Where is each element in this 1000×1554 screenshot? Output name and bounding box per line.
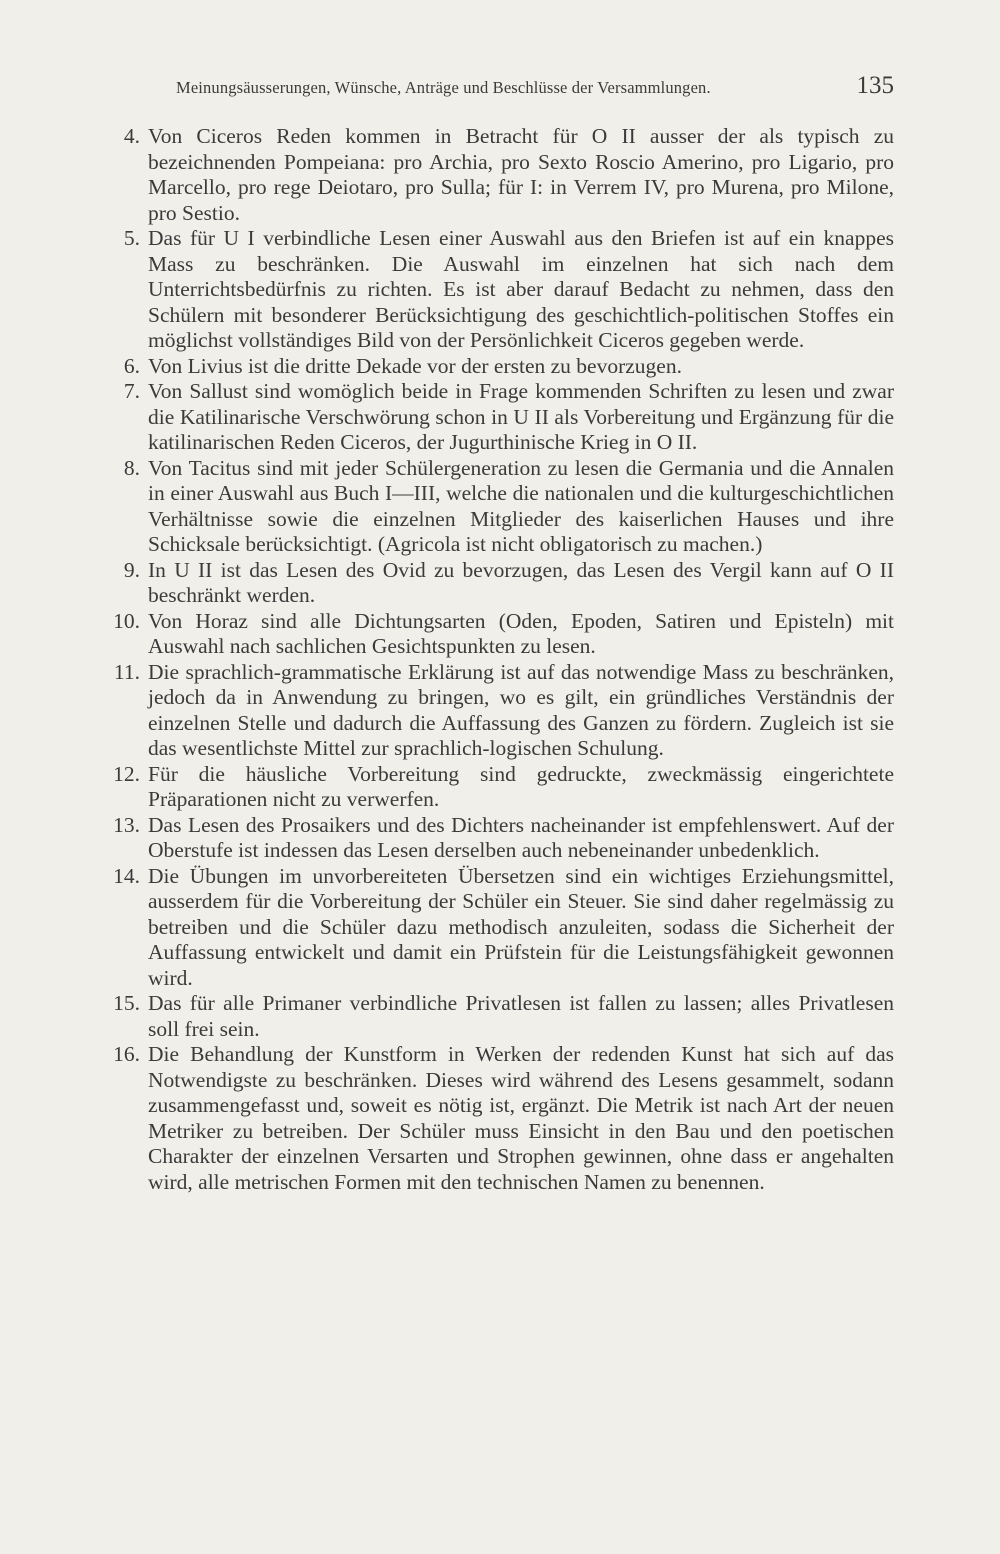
paragraph-text: In U II ist das Lesen des Ovid zu bevorzugen, das Lesen des Vergil kann auf O II beschränkt werden. (148, 557, 894, 607)
paragraph-number: 14. (113, 863, 140, 888)
paragraph-number: 11. (113, 659, 140, 684)
paragraph-item (113, 608, 894, 660)
paragraph-item (113, 863, 894, 992)
paragraph-text: Von Livius ist die dritte Dekade vor der ersten zu bevorzugen. (148, 353, 682, 378)
running-header (176, 74, 894, 104)
paragraph-number: 6. (123, 353, 140, 378)
paragraph-item (113, 991, 894, 1042)
paragraph-text: Von Sallust sind womöglich beide in Frage kommenden Schriften zu lesen und zwar die Katilinarische Verschwörung schon in U II als Vorbereitung und Ergänzung für die katilinarischen Reden Ciceros, der Jugurthinische Krieg in O II. (148, 379, 894, 454)
paragraph-item (113, 1042, 894, 1195)
running-title: Meinungsäusserungen, Wünsche, Anträge und Beschlüsse der Versammlungen. (176, 78, 711, 97)
paragraph-number: 16. (113, 1042, 140, 1066)
paragraph-number: 5. (123, 226, 140, 250)
paragraph-text: Die Übungen im unvorbereiteten Übersetzen sind ein wichtiges Erziehungsmittel, ausserdem für die Vorbereitung der Schüler ein Steuer. Sie sind daher regelmässig zu betreiben und die Schüler dazu methodisch anzuleiten, sodass die Sicherheit der Auffassung entwickelt und damit ein Prüfstein für die Leistungsfähigkeit gewonnen wird. (148, 863, 894, 990)
paragraph-number: 7. (123, 379, 140, 403)
paragraph-text: Die Behandlung der Kunstform in Werken der redenden Kunst hat sich auf das Notwendigste zu beschränken. Dieses wird während des Lesens gesammelt, sodann zusammengefasst und, soweit es nötig ist, ergänzt. Die Metrik ist nach Art der neuen Metriker zu betreiben. Der Schüler muss Einsicht in den Bau und den poetischen Charakter der einzelnen Versarten und Strophen gewinnen, ohne dass er angehalten wird, alle metrischen Formen mit den technischen Namen zu benennen. (148, 1042, 894, 1194)
paragraph-text: Von Tacitus sind mit jeder Schülergeneration zu lesen die Germania und die Annalen in einer Auswahl aus Buch I—III, welche die nationalen und die kulturgeschichtlichen Verhältnisse sowie die einzelnen Mitglieder des kaiserlichen Hauses und ihre Schicksale berücksichtigt. (Agricola ist nicht obligatorisch zu machen.) (148, 455, 894, 556)
paragraph-text: Die sprachlich-grammatische Erklärung ist auf das notwendige Mass zu beschränken, jedoch da in Anwendung zu bringen, wo es gilt, ein gründliches Verständnis der einzelnen Stelle und dadurch die Auffassung des Ganzen zu fördern. Zugleich ist sie das wesentlichste Mittel zur sprachlich-logischen Schulung. (148, 659, 894, 760)
paragraph-item (113, 761, 894, 813)
paragraph-number: 10. (113, 608, 140, 633)
paragraph-text: Von Horaz sind alle Dichtungsarten (Oden, Epoden, Satiren und Episteln) mit Auswahl nach sachlichen Gesichtspunkten zu lesen. (148, 608, 894, 658)
paragraph-item (123, 124, 894, 226)
paragraph-item (123, 455, 894, 558)
paragraph-number: 9. (123, 557, 140, 582)
paragraph-text: Das für U I verbindliche Lesen einer Auswahl aus den Briefen ist auf ein knappes Mass zu beschränken. Die Auswahl im einzelnen hat sich nach dem Unterrichtsbedürfnis zu richten. Es ist aber darauf Bedacht zu nehmen, dass den Schülern mit besonderer Berücksichtigung des geschichtlich-politischen Stoffes ein möglichst vollständiges Bild von der Persönlichkeit Ciceros gegeben werde. (148, 226, 894, 352)
paragraph-item (123, 226, 894, 354)
paragraph-item (113, 812, 894, 864)
paragraph-text: Das für alle Primaner verbindliche Privatlesen ist fallen zu lassen; alles Privatlesen soll frei sein. (148, 991, 894, 1041)
paragraph-text: Für die häusliche Vorbereitung sind gedruckte, zweckmässig eingerichtete Präparationen nicht zu verwerfen. (148, 761, 894, 811)
page-number: 135 (856, 72, 894, 99)
numbered-paragraph-list (113, 124, 894, 1195)
paragraph-item (123, 557, 894, 609)
paragraph-item (123, 379, 894, 456)
paragraph-text: Von Ciceros Reden kommen in Betracht für O II ausser der als typisch zu bezeichnenden Pompeiana: pro Archia, pro Sexto Roscio Amerino, pro Ligario, pro Marcello, pro rege Deiotaro, pro Sulla; für I: in Verrem IV, pro Murena, pro Milone, pro Sestio. (148, 124, 894, 225)
paragraph-number: 12. (113, 761, 140, 786)
paragraph-text: Das Lesen des Prosaikers und des Dichters nacheinander ist empfehlenswert. Auf der Oberstufe ist indessen das Lesen derselben auch nebeneinander unbedenklich. (148, 812, 894, 862)
paragraph-number: 15. (113, 991, 140, 1015)
paragraph-item (113, 659, 894, 762)
paragraph-item (123, 353, 894, 380)
paragraph-number: 13. (113, 812, 140, 837)
paragraph-number: 4. (123, 124, 140, 148)
paragraph-number: 8. (123, 455, 140, 480)
